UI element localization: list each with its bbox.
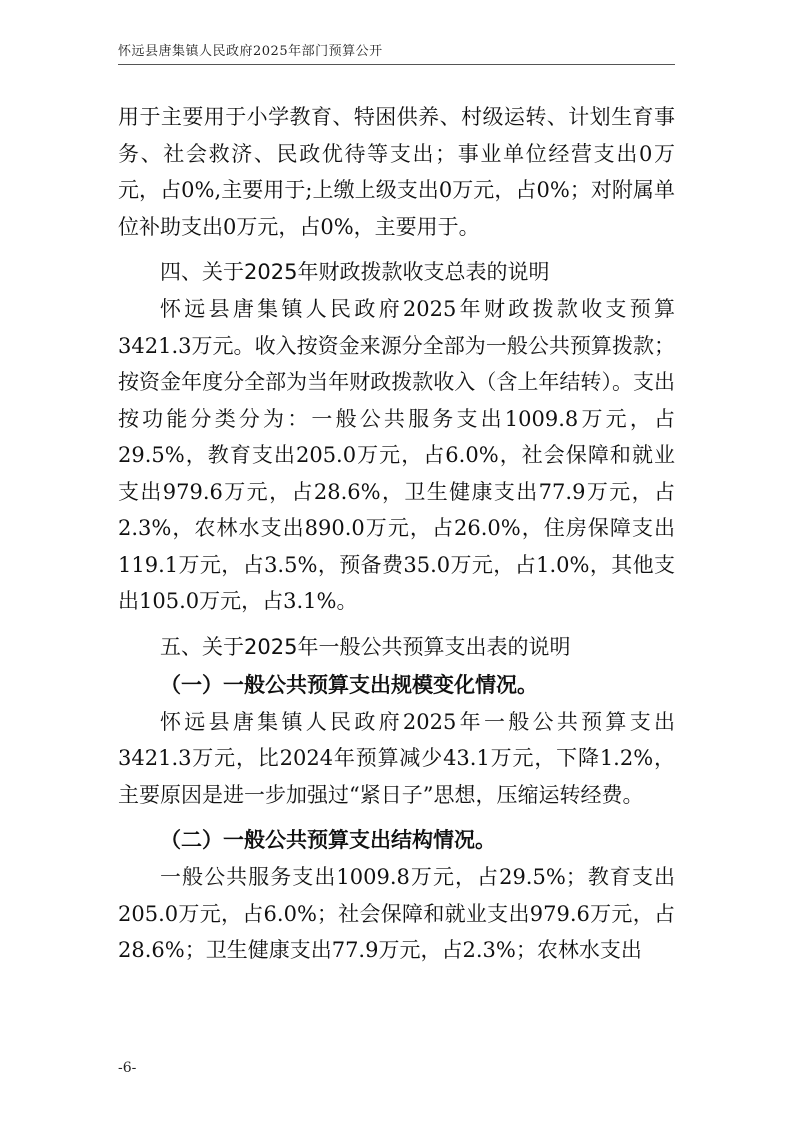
running-header: 怀远县唐集镇人民政府2025年部门预算公开 [118, 44, 383, 59]
subsection-1-heading: （一）一般公共预算支出规模变化情况。 [160, 671, 538, 697]
subsection-2-paragraph: 一般公共服务支出1009.8万元，占29.5%；教育支出205.0万元，占6.0%；社会保障和就业支出979.6万元，占28.6%；卫生健康支出77.9万元，占2.3%；农林水支出 [118, 865, 675, 962]
header-divider [118, 64, 675, 65]
continued-paragraph: 用于主要用于小学教育、特困供养、村级运转、计划生育事务、社会救济、民政优待等支出；事业单位经营支出0万元，占0%,主要用于;上缴上级支出0万元，占0%；对附属单位补助支出0万元，占0%，主要用于。 [118, 105, 675, 239]
document-body [118, 99, 675, 969]
page-number: -6- [118, 1060, 137, 1076]
section-4-paragraph: 怀远县唐集镇人民政府2025年财政拨款收支预算3421.3万元。收入按资金来源分全部为一般公共预算拨款；按资金年度分全部为当年财政拨款收入（含上年结转）。支出按功能分类分为：一般公共服务支出1009.8万元，占29.5%，教育支出205.0万元，占6.0%，社会保障和就业支出979.6万元，占28.6%，卫生健康支出77.9万元，占2.3%，农林水支出890.0万元，占26.0%，住房保障支出119.1万元，占3.5%，预备费35.0万元，占1.0%，其他支出105.0万元，占3.1%。 [118, 297, 675, 613]
subsection-2-heading: （二）一般公共预算支出结构情况。 [160, 827, 496, 852]
section-4-heading: 四、关于2025年财政拨款收支总表的说明 [160, 260, 550, 284]
subsection-1-paragraph: 怀远县唐集镇人民政府2025年一般公共预算支出3421.3万元，比2024年预算减少43.1万元，下降1.2%，主要原因是进一步加强过“紧日子”思想，压缩运转经费。 [118, 709, 675, 807]
section-5-heading: 五、关于2025年一般公共预算支出表的说明 [160, 634, 571, 659]
